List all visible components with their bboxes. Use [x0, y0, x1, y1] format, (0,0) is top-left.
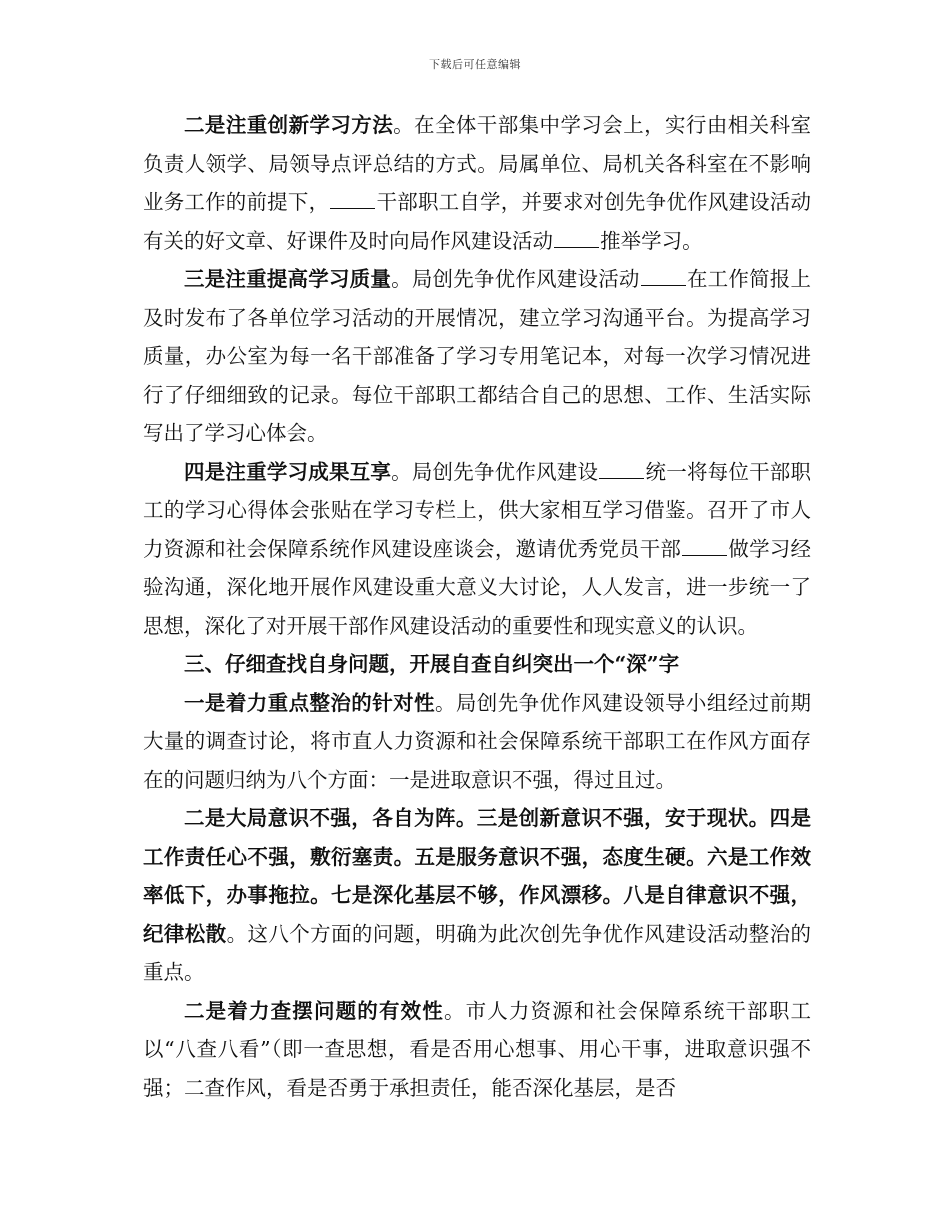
paragraph-lead: 二是着力查摆问题的有效性: [184, 998, 444, 1023]
paragraph-lead: 二是注重创新学习方法: [184, 113, 394, 137]
paragraph-improve-quality: [143, 260, 811, 453]
paragraph-text: 。局创先争优作风建设活动: [391, 267, 640, 291]
fill-blank: [599, 459, 644, 478]
paragraph-lead: 二是大局意识不强，各自为阵。三是创新意识不强，安于现状。四是工作责任心不强，敷衍塞责。五是服务意识不强，态度生硬。六是工作效率低下，办事拖拉。七是深化基层不够，作风漂移。八是自律意识不强，纪律松散: [143, 806, 811, 946]
paragraph-eight-problems: [143, 799, 811, 992]
paragraph-text: 。局创先争优作风建设领导小组经过前期大量的调查讨论，将市直人力资源和社会保障系统干部职工在作风方面存在的问题归纳为八个方面：一是进取意识不强，得过且过。: [143, 690, 812, 792]
paragraph-share-results: [143, 453, 811, 646]
paragraph-text: 干部职工自学，并要求对创先争优作风建设活动有关的好文章、好课件及时向局作风建设活动: [143, 190, 812, 253]
paragraph-text: 统一将每位干部职工的学习心得体会张贴在学习专栏上，供大家相互学习借鉴。召开了市人力资源和社会保障系统作风建设座谈会，邀请优秀党员干部: [143, 459, 811, 561]
document-body: [143, 106, 811, 1107]
paragraph-innovate-method: [143, 106, 811, 260]
paragraph-text: 。市人力资源和社会保障系统干部职工以“八查八看”（即一查思想，看是否用心想事、用心干事，进取意识强不强；二查作风，看是否勇于承担责任，能否深化基层，是否: [143, 998, 812, 1100]
page-header: 下载后可任意编辑: [429, 58, 521, 71]
paragraph-text: 做学习经验沟通，深化地开展作风建设重大意义大讨论，人人发言，进一步统一了思想，深化了对开展干部作风建设活动的重要性和现实意义的认识。: [143, 536, 812, 638]
paragraph-text: 在工作简报上及时发布了各单位学习活动的开展情况，建立学习沟通平台。为提高学习质量，办公室为每一名干部准备了学习专用笔记本，对每一次学习情况进行了仔细细致的记录。每位干部职工都结合自己的思想、工作、生活实际写出了学习心体会。: [143, 267, 811, 445]
paragraph-text: 推举学习。: [600, 228, 703, 253]
fill-blank: [554, 228, 599, 247]
section-heading: 三、仔细查找自身问题，开展自查自纠突出一个“深”字: [184, 652, 680, 676]
fill-blank: [641, 267, 686, 286]
paragraph-lead: 四是注重学习成果互享: [184, 459, 392, 484]
paragraph-lead: 三是注重提高学习质量: [184, 267, 392, 291]
paragraph-targeted-rectification: [143, 684, 811, 800]
paragraph-effective-review: [143, 992, 811, 1108]
paragraph-text: 。局创先争优作风建设: [391, 459, 599, 484]
paragraph-text: 。在全体干部集中学习会上，实行由相关科室负责人领学、局领导点评总结的方式。局属单位、局机关各科室在不影响业务工作的前提下，: [143, 113, 812, 214]
paragraph-text: 。这八个方面的问题，明确为此次创先争优作风建设活动整治的重点。: [143, 921, 812, 984]
fill-blank: [682, 536, 727, 555]
paragraph-lead: 一是着力重点整治的针对性: [184, 690, 435, 715]
fill-blank: [330, 190, 375, 209]
